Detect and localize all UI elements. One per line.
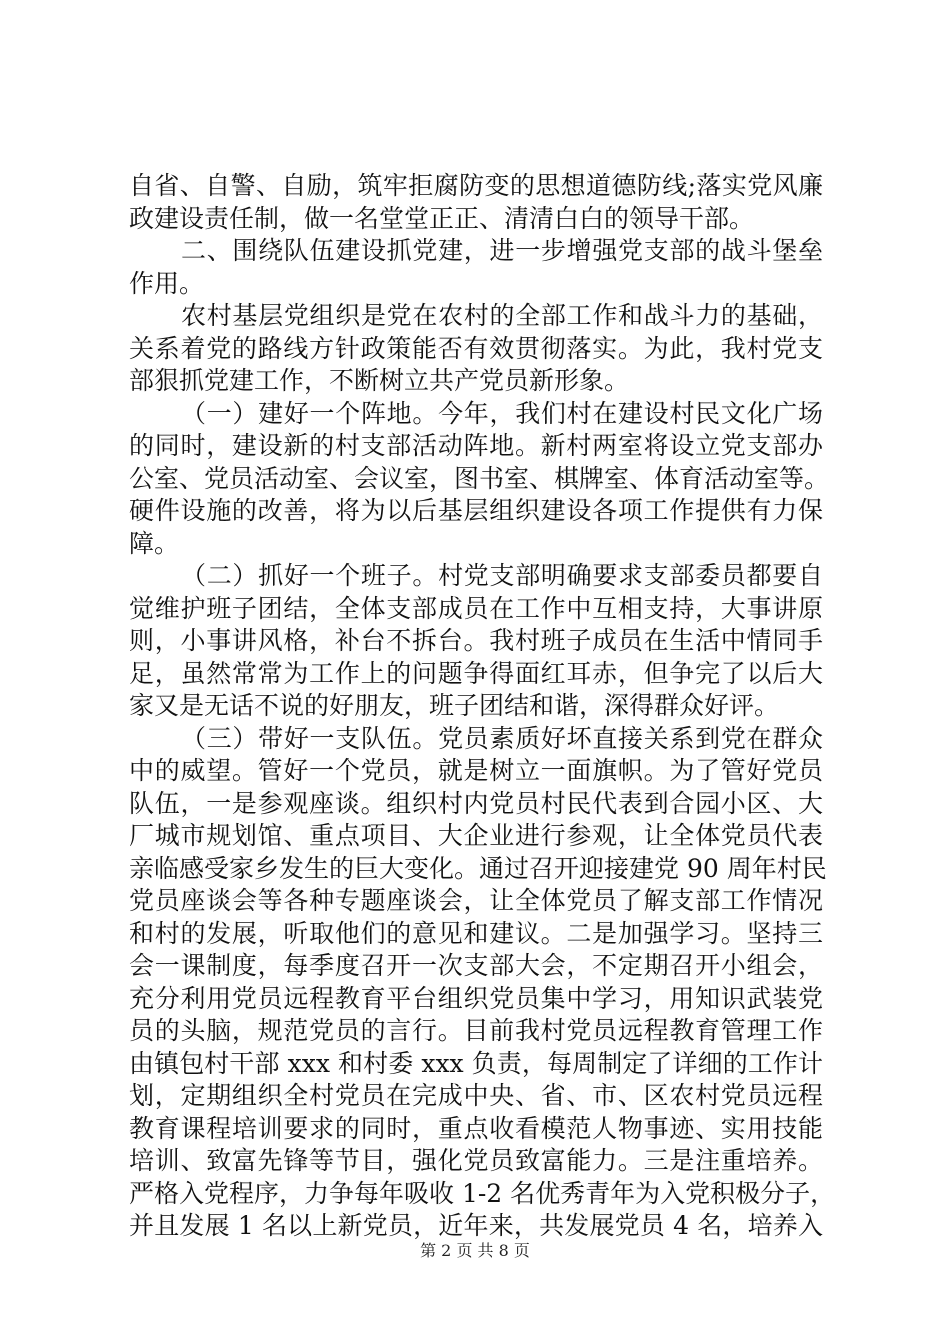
text-line: 关系着党的路线方针政策能否有效贯彻落实。为此，我村党支 — [129, 333, 823, 363]
page-number-footer: 第 2 页 共 8 页 — [420, 1241, 530, 1260]
text-line: 自省、自警、自励，筑牢拒腐防变的思想道德防线;落实党风廉 — [129, 171, 823, 200]
text-line: 由镇包村干部 xxx 和村委 xxx 负责，每周制定了详细的工作计 — [129, 1048, 823, 1078]
document-body — [129, 170, 836, 1243]
text-line: 党员座谈会等各种专题座谈会，让全体党员了解支部工作情况 — [129, 886, 823, 915]
text-line: 觉维护班子团结，全体支部成员在工作中互相支持，大事讲原 — [129, 593, 823, 623]
text-line: 员的头脑，规范党员的言行。目前我村党员远程教育管理工作 — [129, 1016, 823, 1045]
text-line: 厂城市规划馆、重点项目、大企业进行参观，让全体党员代表 — [129, 821, 823, 850]
text-line: 并且发展 1 名以上新党员，近年来，共发展党员 4 名，培养入 — [129, 1211, 823, 1240]
text-line: （二）抓好一个班子。村党支部明确要求支部委员都要自 — [181, 561, 823, 590]
text-line: 中的威望。管好一个党员，就是树立一面旗帜。为了管好党员 — [129, 756, 823, 785]
text-line: 政建设责任制，做一名堂堂正正、清清白白的领导干部。 — [129, 203, 755, 233]
text-line: 亲临感受家乡发生的巨大变化。通过召开迎接建党 90 周年村民 — [129, 853, 827, 883]
text-line: 障。 — [129, 528, 180, 558]
text-line: 会一课制度，每季度召开一次支部大会，不定期召开小组会， — [129, 951, 823, 980]
text-line: 教育课程培训要求的同时，重点收看模范人物事迹、实用技能 — [129, 1113, 823, 1143]
text-line: 农村基层党组织是党在农村的全部工作和战斗力的基础， — [181, 301, 823, 330]
section-heading: 二、围绕队伍建设抓党建，进一步增强党支部的战斗堡垒 — [181, 236, 823, 265]
text-line: 家又是无话不说的好朋友，班子团结和谐，深得群众好评。 — [129, 691, 780, 720]
text-line: 硬件设施的改善，将为以后基层组织建设各项工作提供有力保 — [129, 496, 823, 525]
text-line: 足，虽然常常为工作上的问题争得面红耳赤，但争完了以后大 — [129, 658, 823, 688]
text-line: 严格入党程序，力争每年吸收 1-2 名优秀青年为入党积极分子， — [129, 1178, 836, 1208]
text-line: 则，小事讲风格，补台不拆台。我村班子成员在生活中情同手 — [129, 626, 823, 655]
text-line: 培训、致富先锋等节目，强化党员致富能力。三是注重培养。 — [129, 1146, 823, 1175]
text-line: 公室、党员活动室、会议室，图书室、棋牌室、体育活动室等。 — [129, 463, 830, 493]
text-line: 和村的发展，听取他们的意见和建议。二是加强学习。坚持三 — [129, 918, 823, 948]
text-line: （一）建好一个阵地。今年，我们村在建设村民文化广场 — [181, 398, 823, 428]
text-line: 队伍，一是参观座谈。组织村内党员村民代表到合园小区、大 — [129, 788, 823, 818]
text-line: （三）带好一支队伍。党员素质好坏直接关系到党在群众 — [181, 723, 823, 753]
text-line: 部狠抓党建工作，不断树立共产党员新形象。 — [129, 366, 630, 395]
section-heading: 作用。 — [129, 268, 205, 298]
text-line: 充分利用党员远程教育平台组织党员集中学习，用知识武装党 — [129, 983, 823, 1013]
text-line: 划，定期组织全村党员在完成中央、省、市、区农村党员远程 — [129, 1081, 823, 1110]
text-line: 的同时，建设新的村支部活动阵地。新村两室将设立党支部办 — [129, 431, 823, 460]
